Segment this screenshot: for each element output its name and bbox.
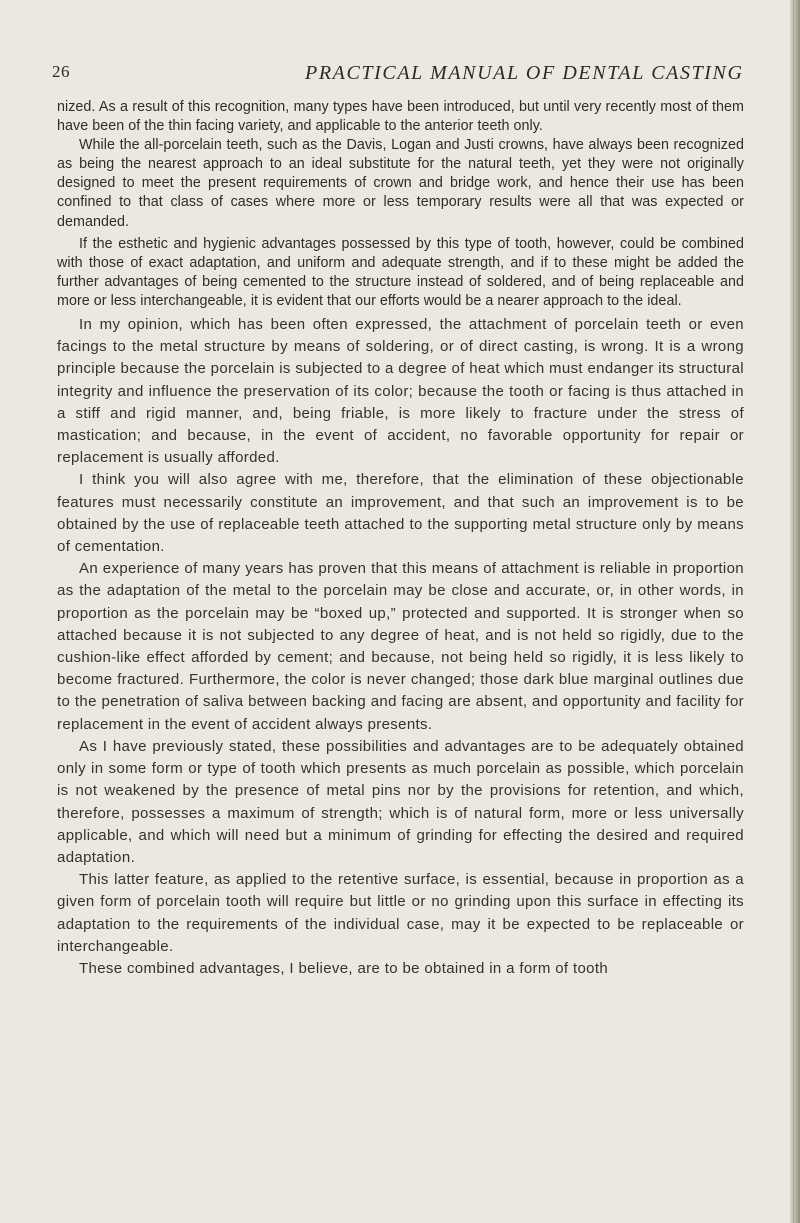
running-head: PRACTICAL MANUAL OF DENTAL CASTING [305,62,744,84]
body-text [57,98,744,980]
page-number: 26 [52,62,70,81]
paragraph: This latter feature, as applied to the retentive surface, is essential, because in proportion as a given form of porcelain tooth will require but little or no grinding upon this surface in effecting its adaptation to the requirements of the individual case, may it be expected to be replaceable or interchangeable. [57,871,744,955]
paragraph: In my opinion, which has been often expressed, the attachment of porcelain teeth or even facings to the metal structure by means of soldering, or of direct casting, is wrong. It is a wrong principle because the porcelain is subjected to a degree of heat which must endanger its structural integrity and influence the preservation of its color; because the tooth or facing is thus attached in a stiff and rigid manner, and, being friable, is more likely to fracture under the stress of mastication; and because, in the event of accident, no favorable opportunity for repair or replacement is usually afforded. [57,316,744,467]
page-edge-shadow [790,0,800,1223]
page-header [52,62,752,86]
paragraph: I think you will also agree with me, therefore, that the elimination of these objectionable features must necessarily constitute an improvement, and that such an improvement is to be obtained by the use of replaceable teeth attached to the supporting metal structure only by means of cementation. [57,471,744,556]
paragraph: These combined advantages, I believe, are to be obtained in a form of tooth [79,959,609,977]
paragraph: While the all-porcelain teeth, such as the Davis, Logan and Justi crowns, have always been recognized as being the nearest approach to an ideal substitute for the natural teeth, yet they were not originally designed to meet the present requirements of crown and bridge work, and hence their use has been confined to that class of cases where more or less temporary results were all that was expected or demanded. [57,137,744,230]
paragraph: An experience of many years has proven that this means of attachment is reliable in proportion as the adaptation of the metal to the porcelain may be close and accurate, or, in other words, in proportion as the porcelain may be “boxed up,” protected and supported. It is stronger when so attached because it is not subjected to any degree of heat, and is not held so rigidly, due to the cushion-like effect afforded by cement; and because, not being held so rigidly, it is less likely to become fractured. Furthermore, the color is never changed; those dark blue marginal outlines due to the penetration of saliva between backing and facing are absent, and opportunity and facility for replacement in the event of accident always presents. [57,560,744,733]
paragraph: nized. As a result of this recognition, many types have been introduced, but until very recently most of them have been of the thin facing variety, and applicable to the anterior teeth only. [57,99,744,135]
paragraph: If the esthetic and hygienic advantages possessed by this type of tooth, however, could be combined with those of exact adaptation, and uniform and adequate strength, and if to these might be added the further advantages of being cemented to the structure instead of soldered, and of being replaceable and more or less interchangeable, it is evident that our efforts would be a nearer approach to the ideal. [57,235,744,309]
paragraph: As I have previously stated, these possibilities and advantages are to be adequately obtained only in some form or type of tooth which presents as much porcelain as possible, which porcelain is not weakened by the presence of metal pins nor by the provisions for retention, and which, therefore, possesses a maximum of strength; which is of natural form, more or less universally applicable, and which will need but a minimum of grinding for effecting the desired and required adaptation. [57,737,744,866]
